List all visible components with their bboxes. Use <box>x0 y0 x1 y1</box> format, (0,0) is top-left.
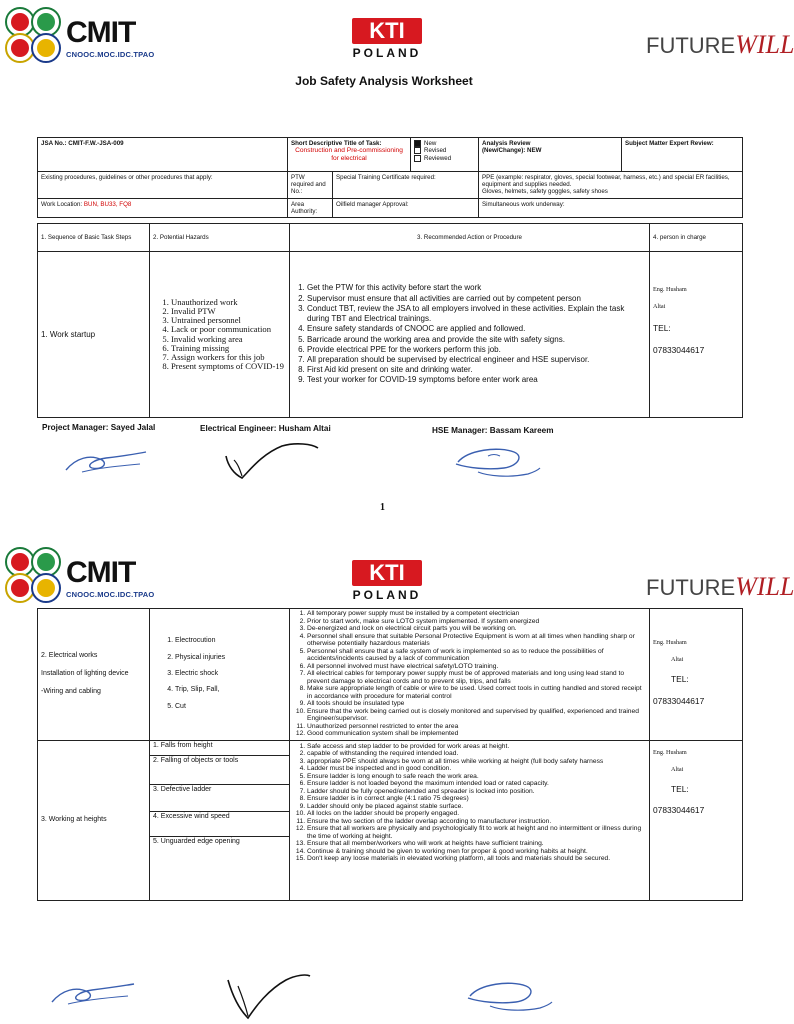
action-item: 9. Test your worker for COVID-19 symptoms before enter work area <box>307 375 646 385</box>
hazard-item: 1. Unauthorized work <box>171 298 286 307</box>
page-2 <box>0 540 794 1024</box>
action-item: 6. Provide electrical PPE for the workers perform this job. <box>307 345 646 355</box>
action-item: 5. Personnel shall ensure that a safe system of work is implemented so as to reduce the possibilities of accidents/incidents caused by a lack of communication <box>307 648 646 663</box>
hazard-list <box>153 298 286 370</box>
action-item: 6. All personnel involved must have electrical safety/LOTO training. <box>307 663 646 671</box>
action-item: 1. Get the PTW for this activity before start the work <box>307 283 646 293</box>
hazard-item: 3. Untrained personnel <box>171 316 286 325</box>
signature-pm-icon <box>48 980 138 1010</box>
cmit-wordmark: CMIT <box>66 16 136 49</box>
action-item: 4. Personnel shall ensure that suitable Personal Protective Equipment is worn at all times when handling sharp or otherwise potentially hazardous materials <box>307 633 646 648</box>
hazards-row3 <box>150 740 290 900</box>
step-electrical-works <box>38 609 150 741</box>
cmit-logo-2 <box>2 546 155 604</box>
action-item: 5. Barricade around the working area and provide the site with safety signs. <box>307 335 646 345</box>
futurewill-logo <box>646 30 794 60</box>
action-item: 12. Good communication system shall be implemented <box>307 730 646 738</box>
checkbox-revised[interactable] <box>414 147 421 154</box>
hazard-item: 7. Assign workers for this job <box>171 353 286 362</box>
action-item: 3. De-energized and lock on electrical circuit parts you will be working on. <box>307 625 646 633</box>
col-header-steps: 1. Sequence of Basic Task Steps <box>38 224 150 252</box>
person-name: Eng. Husham <box>653 286 687 293</box>
futurewill-left: FUTURE <box>646 575 736 600</box>
step-line: -Wiring and cabling <box>41 688 101 696</box>
step-title: 2. Electrical works <box>41 651 98 659</box>
tel-number: 07833044617 <box>653 695 705 706</box>
action-item: 3. Conduct TBT, review the JSA to all employers involved in these activities. Explain the task during TBT and Electrical trainings. <box>307 304 646 324</box>
cmit-seals-icon <box>2 6 64 64</box>
action-item: 4. Ladder must be inspected and in good condition. <box>307 765 646 773</box>
cmit-logo <box>2 6 155 64</box>
action-item: 7. Ladder should be fully opened/extended and spreader is locked into position. <box>307 788 646 796</box>
hazard-item: 1. Falls from height <box>150 741 289 756</box>
action-item: 10. Ensure that the work being carried out is closely monitored and supervised by qualified, experienced and trained Engineer/supervisor. <box>307 708 646 723</box>
analysis-review-cell: Analysis Review (New/Change): NEW <box>479 138 622 172</box>
action-item: 1. All temporary power supply must be installed by a competent electrician <box>307 610 646 618</box>
action-item: 2. capable of withstanding the required intended load. <box>307 750 646 758</box>
signature-hse-icon <box>460 976 556 1018</box>
action-item: 11. Ensure the two section of the ladder overlap according to manufacturer instruction. <box>307 818 646 826</box>
signature-ee-icon <box>222 440 322 482</box>
hazard-item: 2. Invalid PTW <box>171 307 286 316</box>
jsa-task-table <box>37 223 743 418</box>
signature-pm-icon <box>62 448 150 478</box>
futurewill-right: WILL <box>735 30 794 59</box>
step-working-at-heights: 3. Working at heights <box>38 740 150 900</box>
cmit-seals-icon <box>2 546 64 604</box>
col-header-actions: 3. Recommended Action or Procedure <box>290 224 650 252</box>
tel-label: TEL: <box>671 674 689 685</box>
page-title: Job Safety Analysis Worksheet <box>295 74 473 88</box>
jsa-number: JSA No.: CMIT-F.W.-JSA-009 <box>38 138 288 172</box>
hazard-item: 4. Excessive wind speed <box>150 812 289 837</box>
project-manager-label: Project Manager: Sayed Jalal <box>42 423 156 432</box>
hazards-row2 <box>150 609 290 741</box>
jsa-task-table-2 <box>37 608 743 901</box>
action-item: 4. Ensure safety standards of CNOOC are applied and followed. <box>307 324 646 334</box>
tel-number: 07833044617 <box>653 805 705 816</box>
hazard-item: 4. Lack or poor communication <box>171 325 286 334</box>
tel-label: TEL: <box>653 323 671 334</box>
action-item: 8. Make sure appropriate length of cable or wire to be used. Used correct tools in cutting handled and stored receipt in accordance with procedure for material control <box>307 685 646 700</box>
actions-row2 <box>290 609 650 741</box>
action-item: 7. All preparation should be supervised by electrical engineer and HSE supervisor. <box>307 355 646 365</box>
tel-label: TEL: <box>671 783 689 794</box>
action-item: 15. Don't keep any loose materials in elevated working platform, all tools and materials should be secured. <box>307 855 646 863</box>
hazard-item: 2. Physical injuries <box>175 650 286 666</box>
status-cell: New Revised Reviewed <box>411 138 479 172</box>
signature-ee-icon <box>222 972 312 1022</box>
existing-procedures: Existing procedures, guidelines or other procedures that apply: <box>38 172 288 199</box>
kti-logo-2 <box>350 560 424 608</box>
person-row2 <box>650 609 743 741</box>
hazard-item: 1. Electrocution <box>175 633 286 649</box>
action-list <box>293 743 646 863</box>
action-item: 9. All tools should be insulated type <box>307 700 646 708</box>
action-item: 1. Safe access and step ladder to be provided for work areas at height. <box>307 743 646 751</box>
short-title-value: Construction and Pre-commissioning for electrical <box>295 147 403 162</box>
futurewill-left: FUTURE <box>646 33 736 58</box>
hazard-item: 5. Unguarded edge opening <box>153 837 240 845</box>
area-authority: Area Authority: <box>288 199 333 218</box>
person-surname: Altai <box>653 303 666 311</box>
tel-number: 07833044617 <box>653 344 705 355</box>
action-list <box>293 610 646 738</box>
person-name: Eng. Husham <box>653 748 687 756</box>
actions-row1 <box>290 252 650 418</box>
checkbox-new[interactable] <box>414 140 421 147</box>
actions-row3 <box>290 740 650 900</box>
action-item: 13. Ensure that all member/workers who will work at heights have sufficient training. <box>307 840 646 848</box>
person-row1 <box>650 252 743 418</box>
action-item: 12. Ensure that all workers are physically and psychologically fit to work at height and no intermittent or illness during the time of working at height. <box>307 825 646 840</box>
jsa-header-table <box>37 137 743 218</box>
action-item: 10. All locks on the ladder should be properly engaged. <box>307 810 646 818</box>
page-number: 1 <box>380 502 385 513</box>
action-item: 14. Continue & training should be given to working men for proper & good working habits at height. <box>307 848 646 856</box>
action-item: 8. First Aid kid present on site and drinking water. <box>307 365 646 375</box>
hazard-item: 3. Defective ladder <box>150 785 289 812</box>
person-surname: Altai <box>671 656 684 664</box>
action-item: 6. Ensure ladder is not loaded beyond the maximum intended load or rated capacity. <box>307 780 646 788</box>
person-row3 <box>650 740 743 900</box>
checkbox-reviewed[interactable] <box>414 155 421 162</box>
hazard-item: 5. Cut <box>175 699 286 715</box>
step-work-startup: 1. Work startup <box>38 252 150 418</box>
col-header-hazards: 2. Potential Hazards <box>150 224 290 252</box>
futurewill-right: WILL <box>735 572 794 601</box>
person-name: Eng. Husham <box>653 639 687 646</box>
hse-manager-label: HSE Manager: Bassam Kareem <box>432 426 554 435</box>
kti-logo <box>350 18 424 66</box>
hazard-item: 3. Electric shock <box>175 666 286 682</box>
signature-hse-icon <box>448 442 544 484</box>
cmit-subtitle: CNOOC.MOC.IDC.TPAO <box>66 590 155 599</box>
kti-subtitle: POLAND <box>352 588 422 602</box>
action-item: 8. Ensure ladder is in correct angle (4:1 ratio 75 degrees) <box>307 795 646 803</box>
hazard-item: 5. Invalid working area <box>171 335 286 344</box>
short-title-cell: Short Descriptive Title of Task: Construction and Pre-commissioning for electrical <box>288 138 411 172</box>
action-list <box>293 283 646 385</box>
action-item: 11. Unauthorized personnel restricted to enter the area <box>307 723 646 731</box>
hazard-item: 2. Falling of objects or tools <box>150 756 289 785</box>
simultaneous-work: Simultaneous work underway: <box>479 199 743 218</box>
hazard-list <box>150 741 289 865</box>
action-item: 7. All electrical cables for temporary power supply must be of approved materials and long using lead stand to prevent damage to electrical cords and to prevent slip, trips, and falls <box>307 670 646 685</box>
hazard-item: 4. Trip, Slip, Fall, <box>175 682 286 698</box>
special-training: Special Training Certificate required: <box>333 172 479 199</box>
kti-wordmark: KTI <box>352 18 422 44</box>
action-item: 9. Ladder should only be placed against stable surface. <box>307 803 646 811</box>
step-line: Installation of lighting device <box>41 670 129 678</box>
oilfield-manager: Oilfield manager Approval: <box>333 199 479 218</box>
action-item: 2. Supervisor must ensure that all activities are carried out by competent person <box>307 294 646 304</box>
sme-review-cell: Subject Matter Expert Review: <box>622 138 743 172</box>
hazard-list <box>153 633 286 715</box>
cmit-wordmark: CMIT <box>66 556 136 589</box>
electrical-engineer-label: Electrical Engineer: Husham Altai <box>200 424 331 433</box>
hazard-item: 6. Training missing <box>171 344 286 353</box>
action-item: 2. Prior to start work, make sure LOTO system implemented. If system energized <box>307 618 646 626</box>
kti-subtitle: POLAND <box>352 46 422 60</box>
action-item: 5. Ensure ladder is long enough to safe reach the work area. <box>307 773 646 781</box>
hazard-item: 8. Present symptoms of COVID-19 <box>171 362 286 371</box>
action-item: 3. appropriate PPE should always be worn at all times while working at height (full body safety harness <box>307 758 646 766</box>
ppe-cell: PPE (example: respirator, gloves, special footwear, harness, etc.) and special ER facilities, equipment and supplies needed. Gloves, helmets, safety goggles, safety shoes <box>479 172 743 199</box>
hazards-row1 <box>150 252 290 418</box>
ptw-required: PTW required and No.: <box>288 172 333 199</box>
cmit-subtitle: CNOOC.MOC.IDC.TPAO <box>66 50 155 59</box>
person-surname: Altai <box>671 765 684 773</box>
kti-wordmark: KTI <box>352 560 422 586</box>
work-location: Work Location: BUN, BU33, FQ8 <box>38 199 288 218</box>
col-header-person: 4. person in charge <box>650 224 743 252</box>
futurewill-logo-2 <box>646 572 794 602</box>
